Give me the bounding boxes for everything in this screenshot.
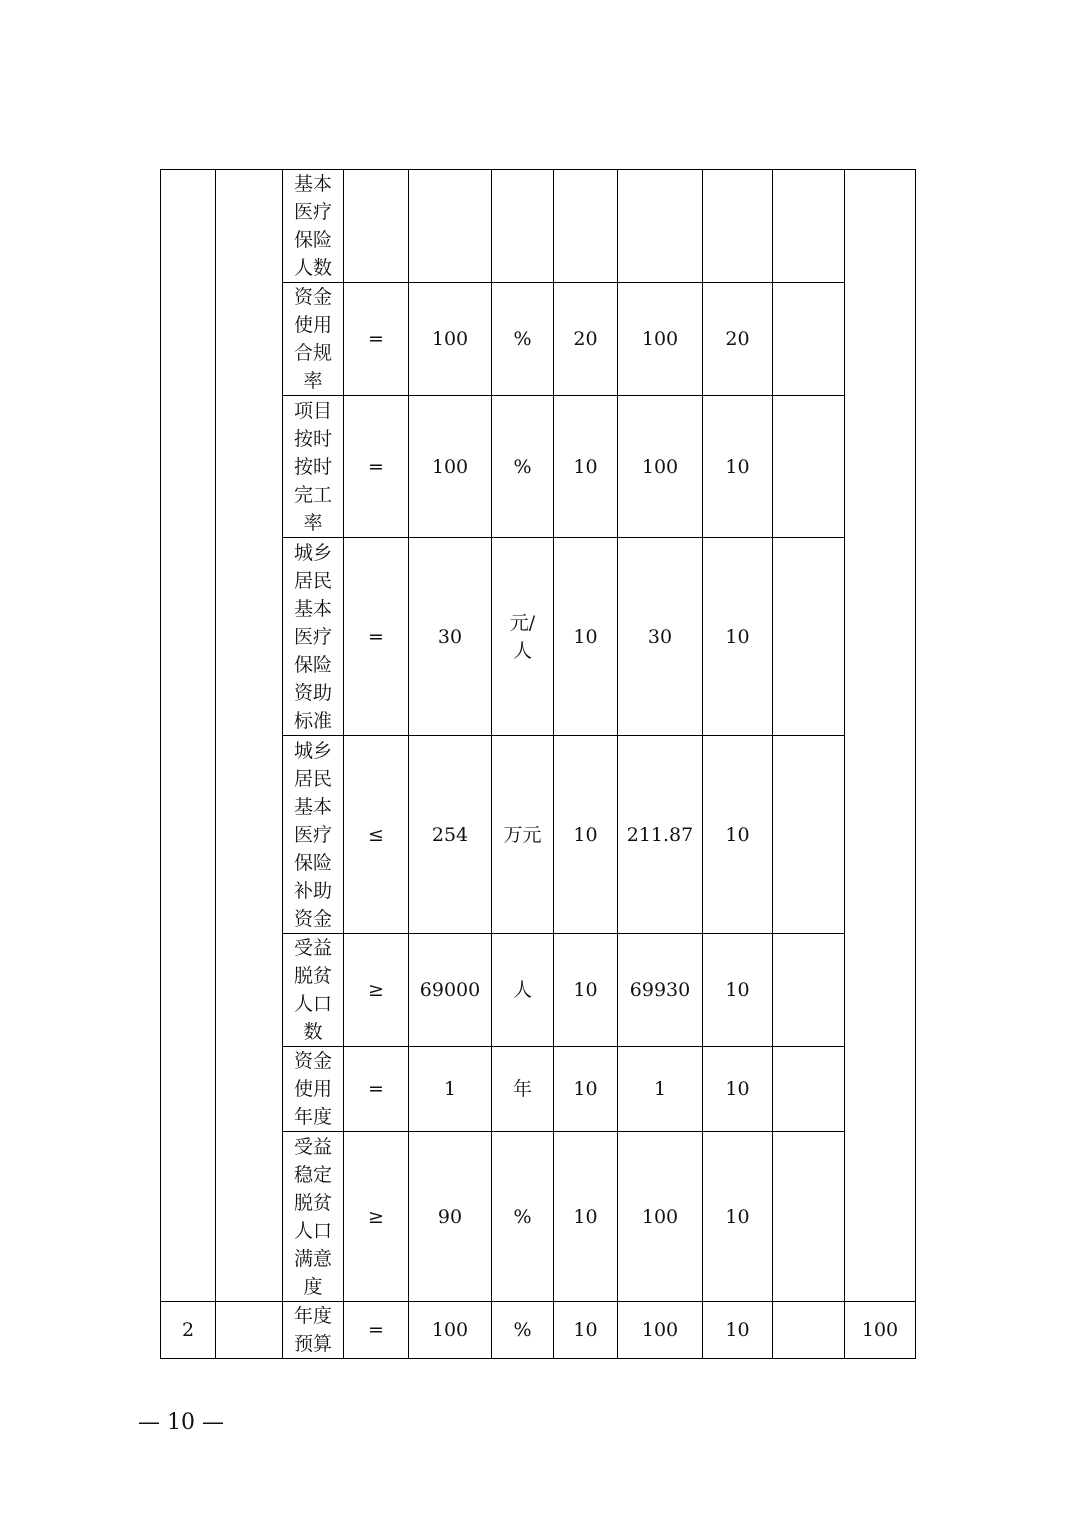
weight-cell <box>554 170 618 283</box>
indicator-cell: 受益稳定脱贫人口满意度 <box>283 1132 344 1302</box>
score-cell: 10 <box>703 396 773 538</box>
unit-cell: 万元 <box>492 736 554 934</box>
indicator-cell: 资金使用合规率 <box>283 283 344 396</box>
unit-cell: % <box>492 1132 554 1302</box>
unit-cell <box>492 170 554 283</box>
remark-cell <box>773 934 845 1047</box>
target-cell <box>409 170 492 283</box>
unit-cell: 年 <box>492 1047 554 1132</box>
unit-text: 元/人 <box>509 611 536 662</box>
remark-cell <box>773 1047 845 1132</box>
operator-cell: = <box>344 283 409 396</box>
page-number: — 10 — <box>138 1410 224 1435</box>
indicator-cell: 城乡居民基本医疗保险资助标准 <box>283 538 344 736</box>
operator-cell: = <box>344 538 409 736</box>
weight-cell: 10 <box>554 1047 618 1132</box>
weight-cell: 10 <box>554 934 618 1047</box>
indicator-cell: 基本医疗保险人数 <box>283 170 344 283</box>
unit-cell: % <box>492 1302 554 1359</box>
target-cell: 30 <box>409 538 492 736</box>
target-cell: 100 <box>409 396 492 538</box>
score-cell: 10 <box>703 1302 773 1359</box>
indicator-cell: 受益脱贫人口数 <box>283 934 344 1047</box>
target-cell: 90 <box>409 1132 492 1302</box>
table-row <box>161 1302 916 1359</box>
weight-cell: 20 <box>554 283 618 396</box>
weight-cell: 10 <box>554 538 618 736</box>
score-cell: 10 <box>703 1132 773 1302</box>
score-cell: 20 <box>703 283 773 396</box>
remark-cell <box>773 1132 845 1302</box>
target-cell: 1 <box>409 1047 492 1132</box>
total-cell <box>845 170 916 1302</box>
table-row <box>161 170 916 283</box>
score-cell <box>703 170 773 283</box>
actual-cell: 100 <box>618 283 703 396</box>
unit-cell <box>492 538 554 736</box>
actual-cell: 211.87 <box>618 736 703 934</box>
operator-cell: = <box>344 396 409 538</box>
weight-cell: 10 <box>554 1302 618 1359</box>
score-cell: 10 <box>703 736 773 934</box>
score-cell: 10 <box>703 934 773 1047</box>
remark-cell <box>773 538 845 736</box>
actual-cell: 30 <box>618 538 703 736</box>
remark-cell <box>773 1302 845 1359</box>
actual-cell <box>618 170 703 283</box>
score-cell: 10 <box>703 538 773 736</box>
unit-cell: % <box>492 396 554 538</box>
remark-cell <box>773 170 845 283</box>
operator-cell: ≤ <box>344 736 409 934</box>
actual-cell: 100 <box>618 396 703 538</box>
operator-cell: ≥ <box>344 934 409 1047</box>
operator-cell: = <box>344 1302 409 1359</box>
remark-cell <box>773 283 845 396</box>
operator-cell: = <box>344 1047 409 1132</box>
performance-table <box>160 169 916 1359</box>
operator-cell: ≥ <box>344 1132 409 1302</box>
actual-cell: 1 <box>618 1047 703 1132</box>
score-cell: 10 <box>703 1047 773 1132</box>
weight-cell: 10 <box>554 736 618 934</box>
target-cell: 100 <box>409 1302 492 1359</box>
actual-cell: 100 <box>618 1302 703 1359</box>
indicator-cell: 项目按时按时完工率 <box>283 396 344 538</box>
weight-cell: 10 <box>554 396 618 538</box>
category-cell <box>216 170 283 1302</box>
remark-cell <box>773 736 845 934</box>
target-cell: 100 <box>409 283 492 396</box>
remark-cell <box>773 396 845 538</box>
actual-cell: 69930 <box>618 934 703 1047</box>
indicator-cell: 资金使用年度 <box>283 1047 344 1132</box>
operator-cell <box>344 170 409 283</box>
target-cell: 69000 <box>409 934 492 1047</box>
total-cell: 100 <box>845 1302 916 1359</box>
target-cell: 254 <box>409 736 492 934</box>
indicator-cell: 年度预算 <box>283 1302 344 1359</box>
unit-cell: % <box>492 283 554 396</box>
indicator-cell: 城乡居民基本医疗保险补助资金 <box>283 736 344 934</box>
category-cell <box>216 1302 283 1359</box>
weight-cell: 10 <box>554 1132 618 1302</box>
actual-cell: 100 <box>618 1132 703 1302</box>
seq-cell <box>161 170 216 1302</box>
seq-cell: 2 <box>161 1302 216 1359</box>
unit-cell: 人 <box>492 934 554 1047</box>
